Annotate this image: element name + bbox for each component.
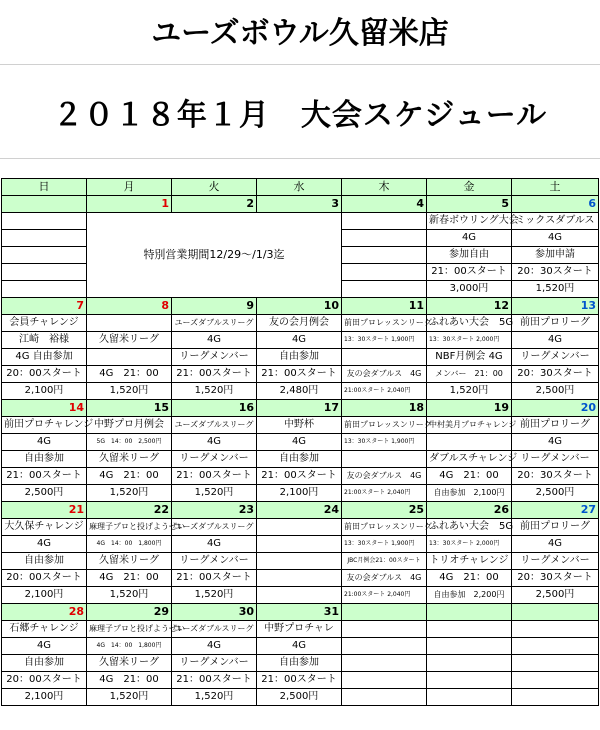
divider xyxy=(0,64,600,65)
event-cell: 4G xyxy=(2,638,87,655)
event-cell: 2,480円 xyxy=(257,383,342,400)
event-cell: 麻理子プロと投げようぜい xyxy=(87,519,172,536)
event-row xyxy=(2,621,599,638)
event-cell xyxy=(342,638,427,655)
event-cell: 1,520円 xyxy=(172,383,257,400)
date-tue: 9 xyxy=(172,298,257,315)
event-cell: リーグメンバー xyxy=(172,451,257,468)
event-cell: 2,100円 xyxy=(2,689,87,706)
event-cell xyxy=(427,655,512,672)
date-fri: 12 xyxy=(427,298,512,315)
event-cell: 友の会ダブルス 4G xyxy=(342,366,427,383)
event-cell: 4G xyxy=(427,230,512,247)
store-title: ユーズボウル久留米店 xyxy=(151,16,449,51)
event-cell: 21：00スタート xyxy=(257,468,342,485)
event-cell: 20：00スタート xyxy=(2,672,87,689)
date-wed: 17 xyxy=(257,400,342,417)
event-row xyxy=(2,689,599,706)
date-row xyxy=(2,604,599,621)
date-tue: 2 xyxy=(172,196,257,213)
event-cell: 4G 14：00 1,800円 xyxy=(87,638,172,655)
event-cell xyxy=(87,315,172,332)
event-cell: ふれあい大会 5G xyxy=(427,315,512,332)
event-cell: 自由参加 2,200円 xyxy=(427,587,512,604)
event-cell: 前田プロレッスンリーグ xyxy=(342,519,427,536)
event-cell xyxy=(512,655,599,672)
date-row xyxy=(2,196,599,213)
event-cell: 4G xyxy=(257,434,342,451)
event-cell: 20：30スタート xyxy=(512,570,599,587)
event-cell: トリオチャレンジ xyxy=(427,553,512,570)
weekday-wed: 水 xyxy=(257,179,342,196)
event-cell: 2,500円 xyxy=(512,383,599,400)
date-tue: 23 xyxy=(172,502,257,519)
event-row xyxy=(2,570,599,587)
event-cell: 4G 21：00 xyxy=(427,570,512,587)
event-cell: 13：30スタート 2,000円 xyxy=(427,332,512,349)
date-mon: 8 xyxy=(87,298,172,315)
event-cell: メンバー 21：00 xyxy=(427,366,512,383)
event-cell: 自由参加 2,100円 xyxy=(427,485,512,502)
event-cell: 1,520円 xyxy=(427,383,512,400)
event-cell: 4G xyxy=(512,434,599,451)
event-cell xyxy=(2,230,87,247)
event-cell: 自由参加 xyxy=(257,349,342,366)
date-mon: 22 xyxy=(87,502,172,519)
date-sat: 13 xyxy=(512,298,599,315)
weekday-sun: 日 xyxy=(2,179,87,196)
event-cell xyxy=(342,247,427,264)
event-cell: 21：00スタート xyxy=(172,366,257,383)
event-cell: 石郷チャレンジ xyxy=(2,621,87,638)
date-sun: 14 xyxy=(2,400,87,417)
date-sun: 7 xyxy=(2,298,87,315)
date-sun: 21 xyxy=(2,502,87,519)
event-row xyxy=(2,519,599,536)
event-cell xyxy=(512,621,599,638)
event-cell xyxy=(342,349,427,366)
event-cell: 4G 14：00 1,800円 xyxy=(87,536,172,553)
event-cell: 13：30スタート 1,900円 xyxy=(342,332,427,349)
event-cell xyxy=(2,247,87,264)
event-cell: リーグメンバー xyxy=(512,451,599,468)
event-cell: 4G 21：00 xyxy=(87,366,172,383)
date-tue: 16 xyxy=(172,400,257,417)
event-cell: JBC月例会21：00スタート xyxy=(342,553,427,570)
event-cell xyxy=(512,638,599,655)
event-cell: 13：30スタート 2,000円 xyxy=(427,536,512,553)
date-thu: 18 xyxy=(342,400,427,417)
date-wed: 31 xyxy=(257,604,342,621)
event-cell: 会員チャレンジ xyxy=(2,315,87,332)
event-cell xyxy=(342,230,427,247)
date-sat: 27 xyxy=(512,502,599,519)
event-row xyxy=(2,332,599,349)
event-cell: 13：30スタート 1,900円 xyxy=(342,536,427,553)
event-cell: 4G 21：00 xyxy=(87,468,172,485)
event-cell: ミックスダブルス xyxy=(512,213,599,230)
weekday-header-row xyxy=(2,179,599,196)
event-cell: リーグメンバー xyxy=(512,553,599,570)
event-row xyxy=(2,213,599,230)
event-row xyxy=(2,536,599,553)
event-cell: リーグメンバー xyxy=(172,553,257,570)
date-tue: 30 xyxy=(172,604,257,621)
date-mon: 29 xyxy=(87,604,172,621)
event-cell: 1,520円 xyxy=(172,689,257,706)
event-cell: 2,500円 xyxy=(2,485,87,502)
event-cell: ユーズダブルスリーグ xyxy=(172,417,257,434)
event-cell: 2,500円 xyxy=(512,485,599,502)
event-cell xyxy=(342,264,427,281)
event-cell: 21:00スタート 2,040円 xyxy=(342,587,427,604)
event-cell: 参加自由 xyxy=(427,247,512,264)
event-cell: 21:00スタート 2,040円 xyxy=(342,383,427,400)
event-cell: 2,500円 xyxy=(257,689,342,706)
event-cell: 中野プロチャレ xyxy=(257,621,342,638)
event-cell: 4G xyxy=(257,332,342,349)
event-cell: 4G xyxy=(2,536,87,553)
date-thu: 11 xyxy=(342,298,427,315)
event-cell: 21：00スタート xyxy=(257,366,342,383)
event-cell: 自由参加 xyxy=(257,451,342,468)
event-cell: 前田プロリーグ xyxy=(512,519,599,536)
event-row xyxy=(2,366,599,383)
event-cell: 前田プロリーグ xyxy=(512,315,599,332)
event-cell: 4G xyxy=(257,638,342,655)
event-row xyxy=(2,485,599,502)
event-cell xyxy=(257,536,342,553)
event-cell: 21:00スタート 2,040円 xyxy=(342,485,427,502)
event-cell: 1,520円 xyxy=(172,587,257,604)
date-wed: 3 xyxy=(257,196,342,213)
event-cell: 21：00スタート xyxy=(172,570,257,587)
date-sat: 6 xyxy=(512,196,599,213)
event-cell: 21：00スタート xyxy=(172,672,257,689)
event-cell xyxy=(342,689,427,706)
event-cell: 4G 21：00 xyxy=(427,468,512,485)
event-cell: 中村美月プロチャレンジ xyxy=(427,417,512,434)
date-sat xyxy=(512,604,599,621)
event-cell: 友の会月例会 xyxy=(257,315,342,332)
event-cell: 2,500円 xyxy=(512,587,599,604)
event-row xyxy=(2,638,599,655)
event-cell: 友の会ダブルス 4G xyxy=(342,570,427,587)
date-thu xyxy=(342,604,427,621)
event-cell: 前田プロレッスンリーグ xyxy=(342,417,427,434)
event-cell: 1,520円 xyxy=(87,587,172,604)
event-cell xyxy=(512,689,599,706)
event-cell: 自由参加 xyxy=(2,655,87,672)
event-row xyxy=(2,655,599,672)
event-cell: 20：00スタート xyxy=(2,570,87,587)
date-sat: 20 xyxy=(512,400,599,417)
event-cell: 久留米リーグ xyxy=(87,655,172,672)
event-cell: 中野杯 xyxy=(257,417,342,434)
event-cell: ユーズダブルスリーグ xyxy=(172,519,257,536)
event-cell: 中野プロ月例会 xyxy=(87,417,172,434)
event-cell: 麻理子プロと投げようぜい xyxy=(87,621,172,638)
date-fri: 26 xyxy=(427,502,512,519)
date-row xyxy=(2,400,599,417)
event-row xyxy=(2,587,599,604)
date-fri: 19 xyxy=(427,400,512,417)
event-cell: 4G xyxy=(2,434,87,451)
event-cell: 2,100円 xyxy=(257,485,342,502)
event-cell: 2,100円 xyxy=(2,587,87,604)
date-row xyxy=(2,502,599,519)
date-sun: 28 xyxy=(2,604,87,621)
event-cell: 2,100円 xyxy=(2,383,87,400)
event-cell: リーグメンバー xyxy=(172,349,257,366)
event-cell: 江崎 裕様 xyxy=(2,332,87,349)
event-cell: 自由参加 xyxy=(2,451,87,468)
event-cell: 5G 14：00 2,500円 xyxy=(87,434,172,451)
weekday-fri: 金 xyxy=(427,179,512,196)
event-row xyxy=(2,349,599,366)
event-row xyxy=(2,383,599,400)
event-cell: 前田プロリーグ xyxy=(512,417,599,434)
event-cell: 1,520円 xyxy=(512,281,599,298)
event-cell xyxy=(2,281,87,298)
event-cell xyxy=(2,264,87,281)
event-cell xyxy=(427,689,512,706)
event-cell xyxy=(257,519,342,536)
event-cell: 久留米リーグ xyxy=(87,451,172,468)
event-cell: 1,520円 xyxy=(172,485,257,502)
weekday-tue: 火 xyxy=(172,179,257,196)
event-cell: リーグメンバー xyxy=(172,655,257,672)
event-cell xyxy=(427,621,512,638)
event-cell: 1,520円 xyxy=(87,383,172,400)
weekday-thu: 木 xyxy=(342,179,427,196)
date-mon: 1 xyxy=(87,196,172,213)
event-cell: 4G xyxy=(512,230,599,247)
event-cell xyxy=(512,672,599,689)
event-cell: 4G xyxy=(512,332,599,349)
event-cell: 21：00スタート xyxy=(427,264,512,281)
event-cell: リーグメンバー xyxy=(512,349,599,366)
event-cell: ふれあい大会 5G xyxy=(427,519,512,536)
event-cell xyxy=(342,281,427,298)
event-cell xyxy=(342,621,427,638)
event-cell xyxy=(257,587,342,604)
event-cell: 20：30スタート xyxy=(512,468,599,485)
date-fri: 5 xyxy=(427,196,512,213)
event-row xyxy=(2,553,599,570)
calendar-table xyxy=(1,178,599,706)
event-cell: 13：30スタート 1,900円 xyxy=(342,434,427,451)
date-mon: 15 xyxy=(87,400,172,417)
event-cell: 久留米リーグ xyxy=(87,553,172,570)
event-cell xyxy=(342,655,427,672)
date-thu: 25 xyxy=(342,502,427,519)
event-cell xyxy=(257,553,342,570)
date-thu: 4 xyxy=(342,196,427,213)
event-cell xyxy=(342,213,427,230)
date-wed: 10 xyxy=(257,298,342,315)
special-period-note: 特別営業期間12/29～/1/3迄 xyxy=(87,213,342,298)
event-cell: ユーズダブルスリーグ xyxy=(172,621,257,638)
event-row xyxy=(2,434,599,451)
event-row xyxy=(2,451,599,468)
event-row xyxy=(2,468,599,485)
event-cell: 4G 21：00 xyxy=(87,570,172,587)
date-fri xyxy=(427,604,512,621)
event-cell: 21：00スタート xyxy=(172,468,257,485)
event-cell xyxy=(427,434,512,451)
event-cell: 3,000円 xyxy=(427,281,512,298)
event-cell: 友の会ダブルス 4G xyxy=(342,468,427,485)
event-cell xyxy=(257,570,342,587)
event-cell: 4G xyxy=(172,434,257,451)
event-cell: 1,520円 xyxy=(87,689,172,706)
event-cell: 大久保チャレンジ xyxy=(2,519,87,536)
event-cell: 4G xyxy=(172,536,257,553)
event-cell xyxy=(427,638,512,655)
divider xyxy=(0,158,600,159)
date-wed: 24 xyxy=(257,502,342,519)
event-cell: 4G 自由参加 xyxy=(2,349,87,366)
event-cell xyxy=(342,672,427,689)
schedule-title: ２０１８年１月 大会スケジュール xyxy=(52,98,548,133)
event-cell: 久留米リーグ xyxy=(87,332,172,349)
weekday-sat: 土 xyxy=(512,179,599,196)
event-cell: 4G xyxy=(172,332,257,349)
event-cell: 20：30スタート xyxy=(512,366,599,383)
event-cell: ユーズダブルスリーグ xyxy=(172,315,257,332)
event-cell: 前田プロチャレンジ xyxy=(2,417,87,434)
event-cell: NBF月例会 4G xyxy=(427,349,512,366)
date-row xyxy=(2,298,599,315)
event-cell xyxy=(2,213,87,230)
event-cell: 新春ボウリング大会 xyxy=(427,213,512,230)
weekday-mon: 月 xyxy=(87,179,172,196)
event-cell: 自由参加 xyxy=(257,655,342,672)
event-cell xyxy=(87,349,172,366)
event-cell: ダブルスチャレンジ xyxy=(427,451,512,468)
event-cell: 21：00スタート xyxy=(257,672,342,689)
event-cell: 20：30スタート xyxy=(512,264,599,281)
event-row xyxy=(2,672,599,689)
event-cell: 20：00スタート xyxy=(2,366,87,383)
event-cell: 参加申請 xyxy=(512,247,599,264)
date-sun xyxy=(2,196,87,213)
event-cell: 4G xyxy=(172,638,257,655)
event-cell: 21：00スタート xyxy=(2,468,87,485)
event-cell: 4G 21：00 xyxy=(87,672,172,689)
event-row xyxy=(2,417,599,434)
event-cell: 自由参加 xyxy=(2,553,87,570)
event-cell xyxy=(427,672,512,689)
event-cell: 1,520円 xyxy=(87,485,172,502)
event-cell: 4G xyxy=(512,536,599,553)
event-cell: 前田プロレッスンリーグ xyxy=(342,315,427,332)
event-row xyxy=(2,315,599,332)
event-cell xyxy=(342,451,427,468)
